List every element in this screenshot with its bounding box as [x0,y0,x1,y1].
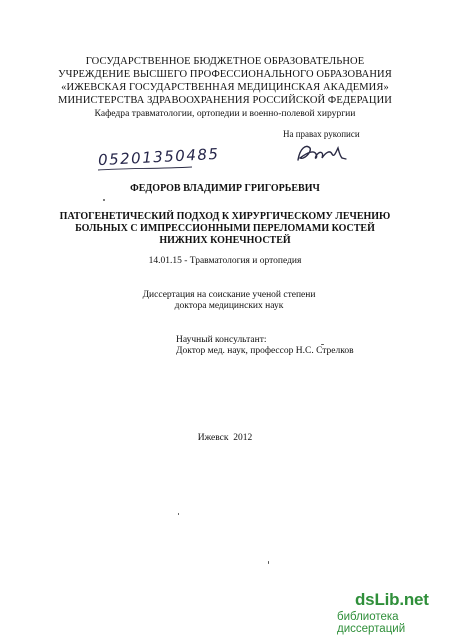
manuscript-rights: На правах рукописи [283,129,360,139]
place-year: Ижевск 2012 [197,433,253,443]
department: Кафедра травматологии, ортопедии и военно-полевой хирургии [94,108,356,119]
specialty: 14.01.15 - Травматология и ортопедия [148,256,302,266]
handwritten-underline [96,166,196,172]
watermark-logo: dsLib.net [355,590,429,609]
title-line-1: ПАТОГЕНЕТИЧЕСКИЙ ПОДХОД К ХИРУРГИЧЕСКОМУ ЛЕЧЕНИЮ [59,211,391,222]
dissertation-line-2: доктора медицинских наук [174,301,284,311]
signature [292,138,352,168]
consultant-label: Научный консультант: [176,335,267,345]
author-name: ФЕДОРОВ ВЛАДИМИР ГРИГОРЬЕВИЧ [130,183,320,194]
speck [178,513,179,515]
consultant-name: Доктор мед. наук, профессор Н.С. Стрелков [176,346,354,356]
org-line-2: УЧРЕЖДЕНИЕ ВЫСШЕГО ПРОФЕССИОНАЛЬНОГО ОБРАЗОВАНИЯ [58,69,392,80]
margin-mark [321,344,324,345]
org-line-3: «ИЖЕВСКАЯ ГОСУДАРСТВЕННАЯ МЕДИЦИНСКАЯ АКАДЕМИЯ» [61,82,389,93]
margin-mark [103,199,105,201]
dissertation-line-1: Диссертация на соискание ученой степени [142,290,316,300]
watermark-caption: библиотека диссертаций [337,611,406,635]
handwritten-number: 05201350485 [97,144,220,170]
org-line-4: МИНИСТЕРСТВА ЗДРАВООХРАНЕНИЯ РОССИЙСКОЙ ФЕДЕРАЦИИ [58,95,392,106]
title-line-3: НИЖНИХ КОНЕЧНОСТЕЙ [159,235,291,246]
speck [268,561,269,564]
title-line-2: БОЛЬНЫХ С ИМПРЕССИОННЫМИ ПЕРЕЛОМАМИ КОСТЕЙ [75,223,375,234]
org-line-1: ГОСУДАРСТВЕННОЕ БЮДЖЕТНОЕ ОБРАЗОВАТЕЛЬНОЕ [85,56,365,67]
